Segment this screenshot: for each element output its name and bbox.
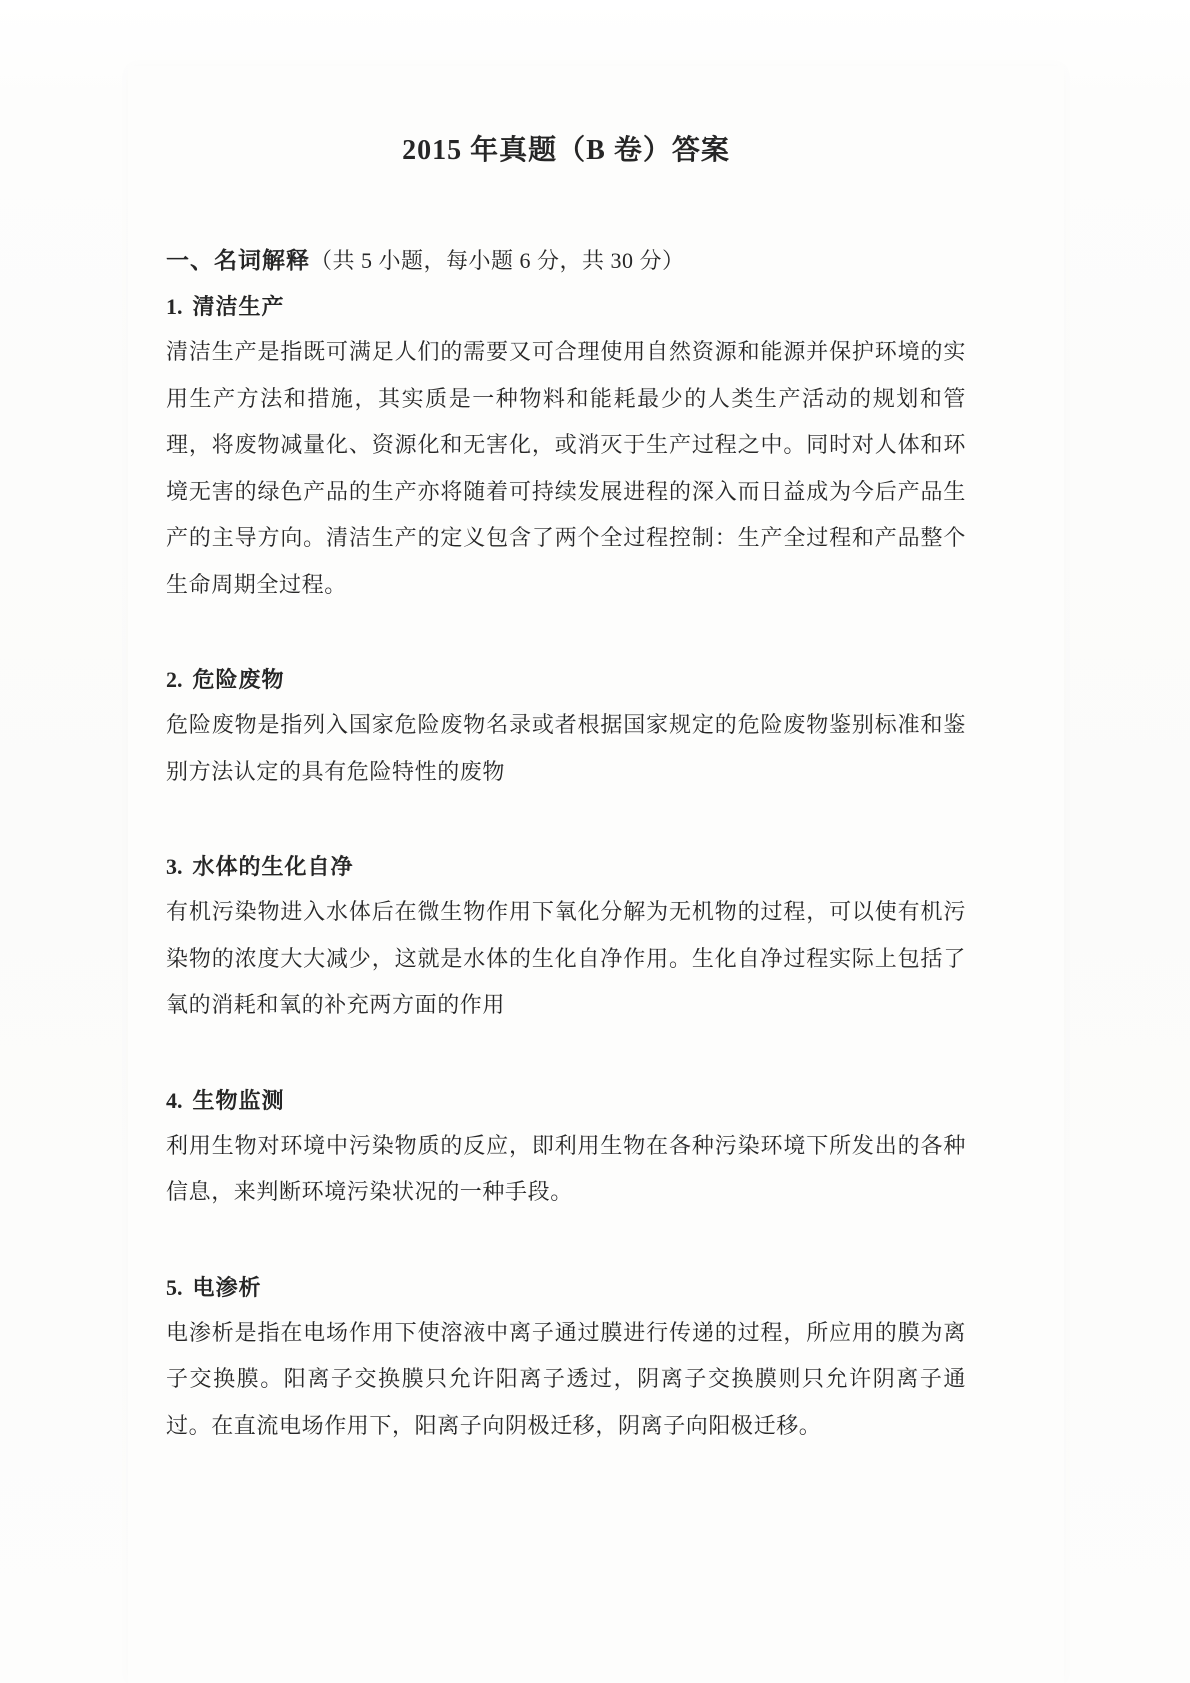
term-label: 水体的生化自净	[192, 854, 354, 879]
term-label: 清洁生产	[192, 294, 285, 319]
term-label: 危险废物	[192, 667, 285, 692]
term-item-3	[166, 851, 966, 1029]
term-definition: 有机污染物进入水体后在微生物作用下氧化分解为无机物的过程，可以使有机污染物的浓度大大减少，这就是水体的生化自净作用。生化自净过程实际上包括了氧的消耗和氧的补充两方面的作用	[166, 899, 966, 1017]
term-label: 生物监测	[192, 1087, 285, 1113]
term-heading	[166, 1085, 966, 1117]
term-heading	[166, 1272, 966, 1304]
document-title: 2015 年真题（B 卷）答案	[402, 135, 730, 166]
term-definition: 危险废物是指列入国家危险废物名录或者根据国家规定的危险废物鉴别标准和鉴别方法认定的具有危险特性的废物	[166, 712, 966, 784]
term-number: 1.	[166, 294, 183, 319]
term-heading	[166, 291, 966, 323]
section-heading-title: 一、名词解释	[166, 248, 310, 273]
term-definition: 清洁生产是指既可满足人们的需要又可合理使用自然资源和能源并保护环境的实用生产方法和措施，其实质是一种物料和能耗最少的人类生产活动的规划和管理，将废物减量化、资源化和无害化，或消灭于生产过程之中。同时对人体和环境无害的绿色产品的生产亦将随着可持续发展进程的深入而日益成为今后产品生产的主导方向。清洁生产的定义包含了两个全过程控制：生产全过程和产品整个生命周期全过程。	[166, 339, 966, 597]
term-heading	[166, 851, 966, 883]
term-label: 电渗析	[192, 1274, 262, 1300]
term-heading	[166, 664, 966, 696]
section-heading-note: （共 5 小题，每小题 6 分，共 30 分）	[310, 248, 685, 273]
term-item-2	[166, 664, 966, 795]
term-number: 5.	[166, 1274, 183, 1300]
document-content	[166, 0, 966, 1449]
term-definition: 电渗析是指在电场作用下使溶液中离子通过膜进行传递的过程，所应用的膜为离子交换膜。阳离子交换膜只允许阳离子透过，阴离子交换膜则只允许阴离子通过。在直流电场作用下，阳离子向阴极迁移，阴离子向阳极迁移。	[166, 1319, 966, 1438]
term-number: 2.	[166, 667, 183, 692]
term-number: 4.	[166, 1087, 183, 1113]
term-item-4	[166, 1085, 966, 1216]
term-number: 3.	[166, 854, 183, 879]
term-item-5	[166, 1272, 966, 1450]
term-definition: 利用生物对环境中污染物质的反应，即利用生物在各种污染环境下所发出的各种信息，来判断环境污染状况的一种手段。	[166, 1132, 966, 1204]
section-heading	[166, 246, 966, 276]
term-item-1	[166, 291, 966, 608]
